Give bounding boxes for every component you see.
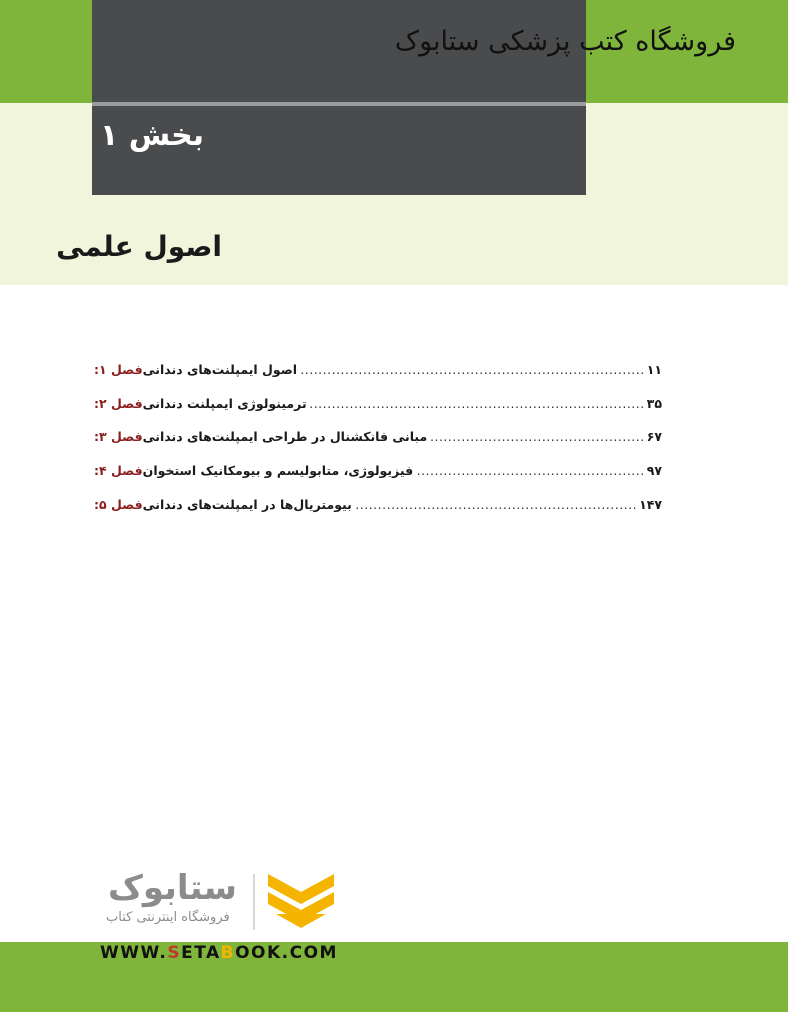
toc-page-number: ۹۷ bbox=[646, 463, 662, 479]
toc-leader-dots bbox=[309, 396, 645, 411]
chevron-stack-icon bbox=[266, 870, 336, 930]
logo-divider bbox=[253, 874, 255, 930]
part-subtitle: اصول علمی bbox=[56, 230, 222, 263]
toc-entry-2[interactable] bbox=[90, 396, 662, 430]
toc-chapter-label: فصل ۱: bbox=[94, 362, 143, 377]
toc-chapter-title: بیومتریال‌ها در ایمپلنت‌های دندانی bbox=[142, 496, 352, 512]
url-highlight-b: B bbox=[220, 943, 236, 963]
toc-entry-1[interactable] bbox=[90, 362, 662, 396]
toc-leader-dots bbox=[299, 362, 645, 377]
publisher-logo bbox=[90, 866, 340, 936]
toc-chapter-label: فصل ۲: bbox=[94, 395, 143, 411]
toc-page-number: ۱۱ bbox=[646, 362, 662, 377]
store-title: فروشگاه کتب پزشکی ستابوک bbox=[394, 26, 736, 57]
toc-chapter-title: فیزیولوژی، متابولیسم و بیومکانیک استخوان bbox=[142, 463, 414, 479]
table-of-contents bbox=[90, 362, 662, 530]
toc-page-number: ۳۵ bbox=[646, 395, 662, 411]
toc-chapter-title: ترمینولوژی ایمپلنت دندانی bbox=[142, 395, 307, 411]
url-suffix: OOK.COM bbox=[235, 943, 338, 963]
toc-chapter-label: فصل ۵: bbox=[94, 496, 143, 512]
logo-wordmark: ستابوک bbox=[108, 868, 237, 908]
logo-tagline: فروشگاه اینترنتی کتاب bbox=[106, 910, 230, 925]
toc-entry-4[interactable] bbox=[90, 463, 662, 497]
url-prefix: WWW. bbox=[100, 943, 168, 963]
toc-page-number: ۶۷ bbox=[646, 429, 662, 445]
url-part-eta: ETA bbox=[181, 943, 221, 963]
toc-page-number: ۱۴۷ bbox=[639, 496, 662, 512]
header-separator bbox=[92, 102, 586, 106]
url-highlight-s: S bbox=[167, 943, 182, 963]
toc-chapter-title: اصول ایمپلنت‌های دندانی bbox=[142, 362, 298, 377]
website-url[interactable] bbox=[100, 943, 338, 963]
toc-chapter-label: فصل ۴: bbox=[94, 463, 143, 479]
toc-chapter-label: فصل ۳: bbox=[94, 429, 143, 445]
toc-leader-dots bbox=[429, 429, 644, 444]
toc-entry-5[interactable] bbox=[90, 497, 662, 531]
toc-leader-dots bbox=[415, 463, 645, 478]
toc-leader-dots bbox=[354, 497, 637, 512]
toc-chapter-title: مبانی فانکشنال در طراحی ایمپلنت‌های دندانی bbox=[142, 429, 428, 445]
toc-entry-3[interactable] bbox=[90, 429, 662, 463]
part-title: بخش ۱ bbox=[99, 118, 204, 153]
